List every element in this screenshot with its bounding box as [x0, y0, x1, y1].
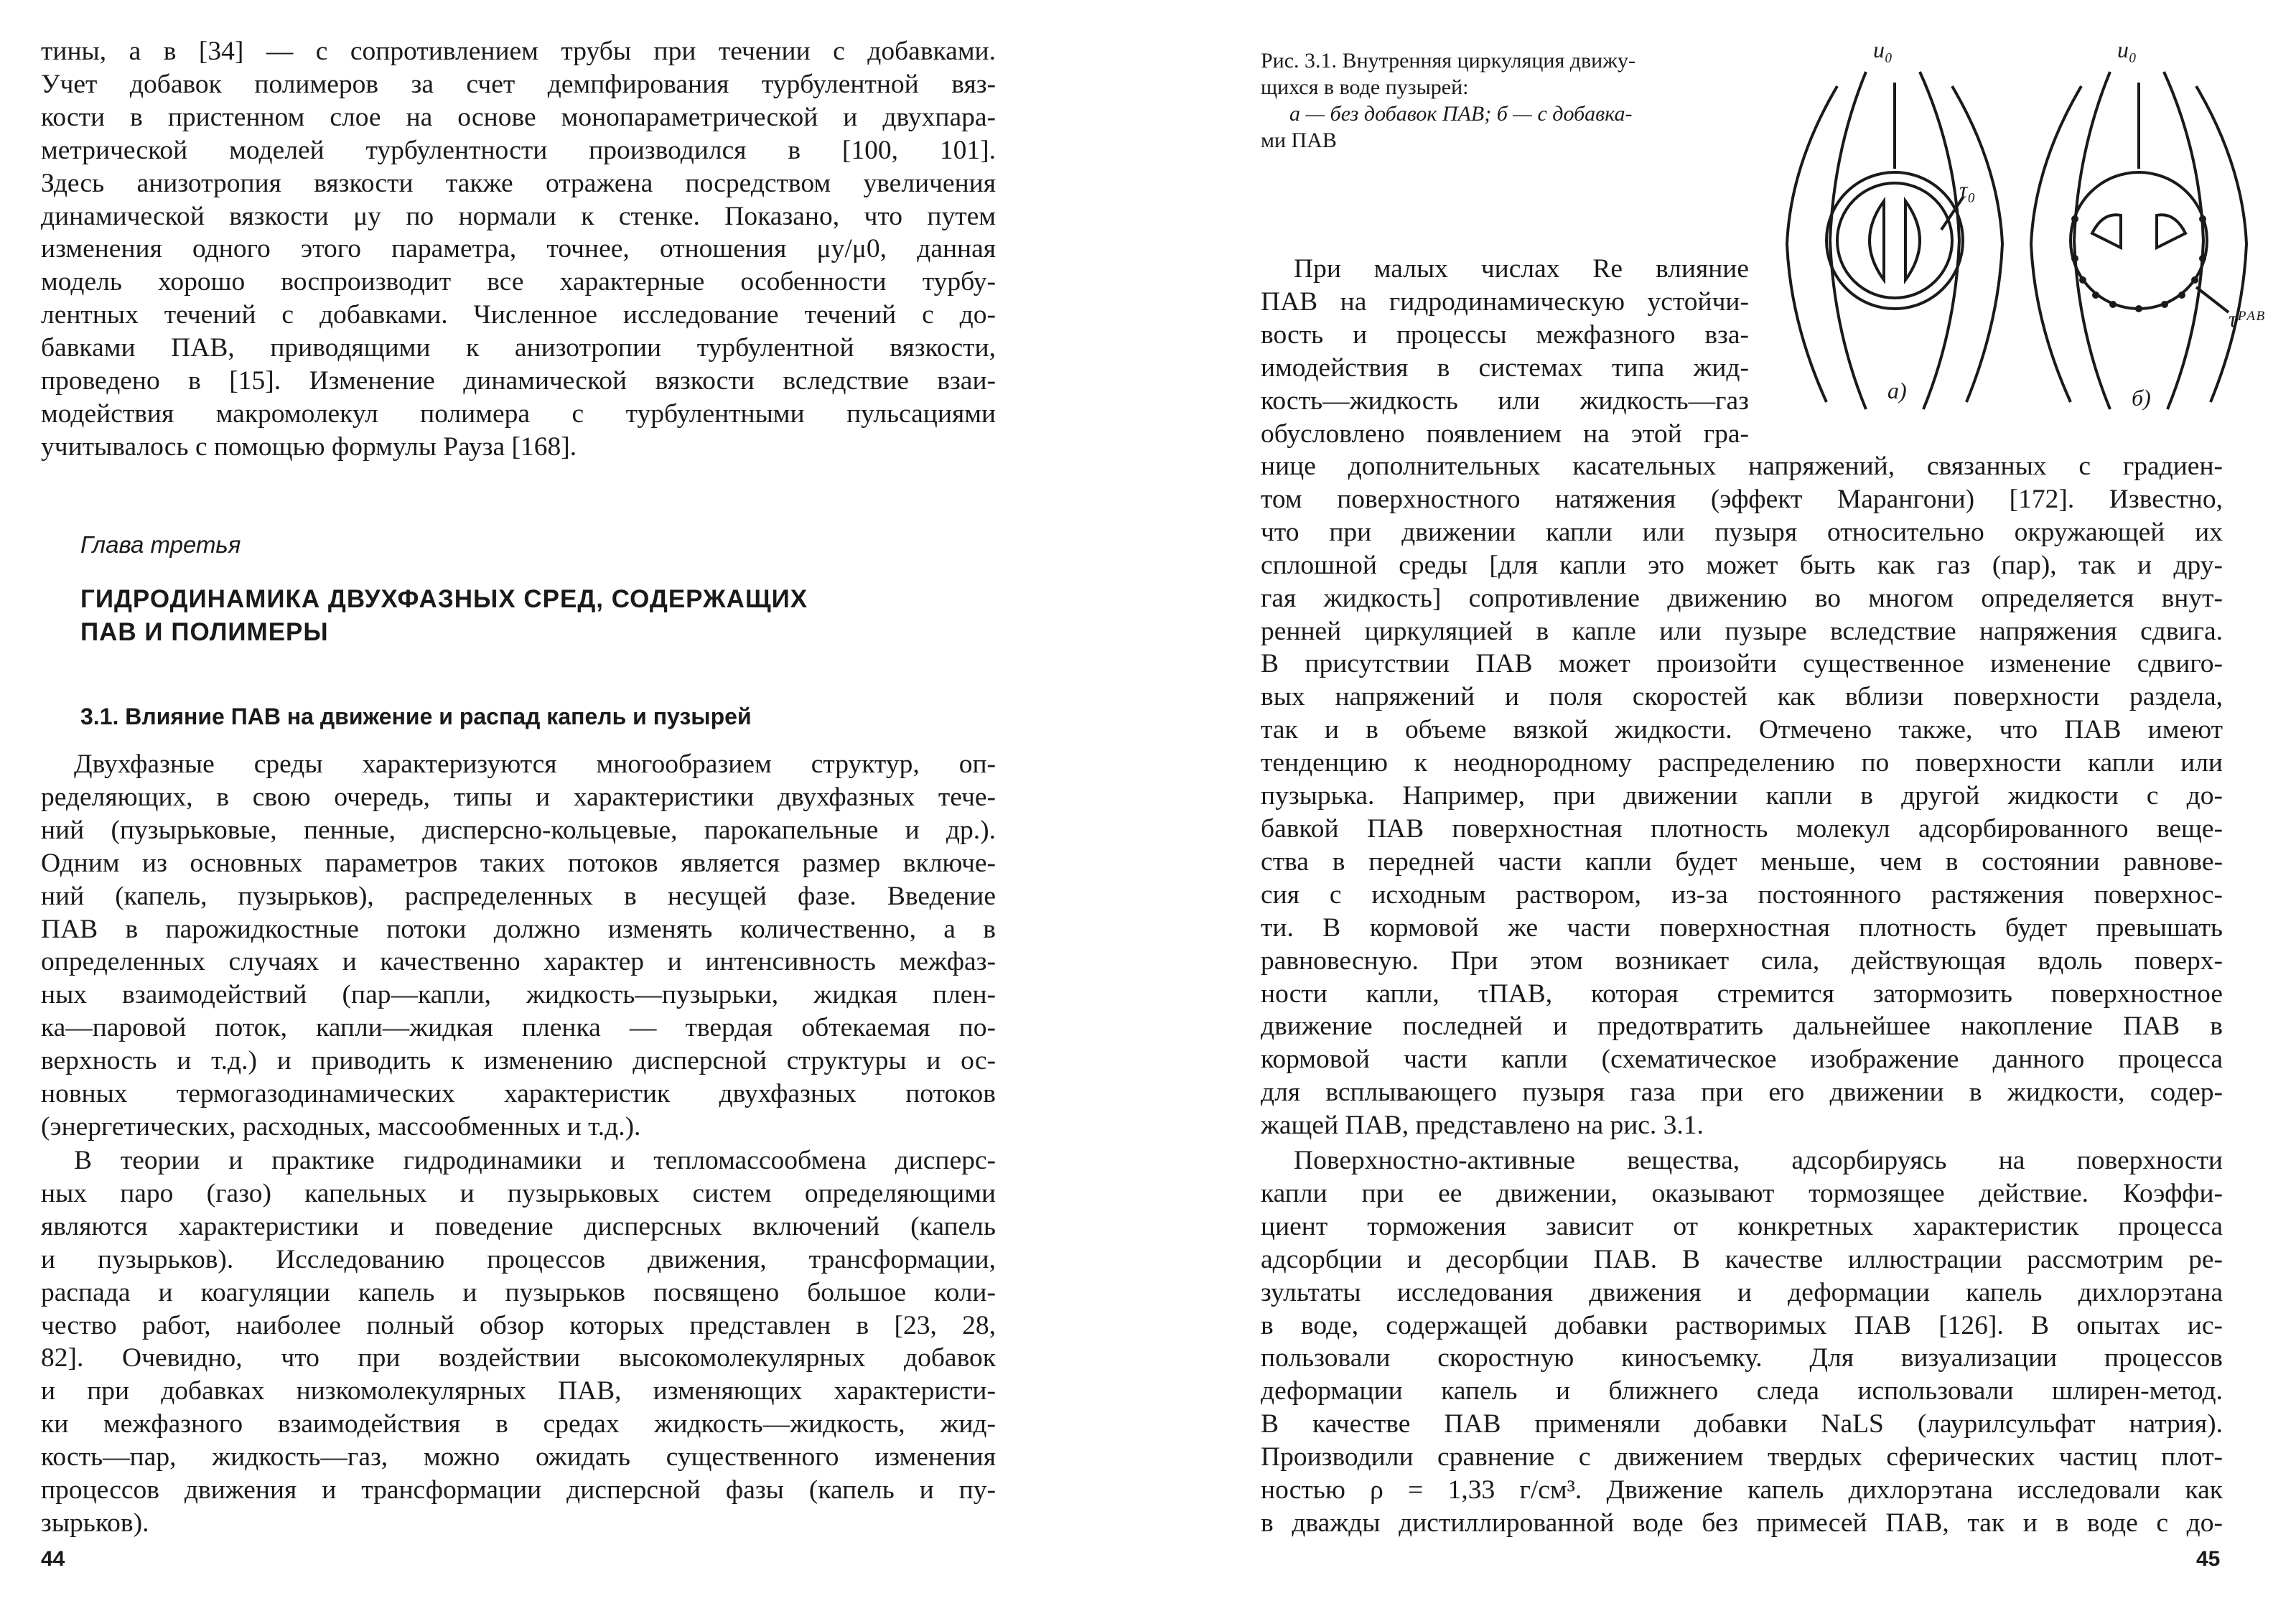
label-u0-b: u₀	[2117, 37, 2137, 62]
text-line: и пузырьков). Исследованию процессов движения, трансформации,	[41, 1244, 996, 1274]
vortex-right	[1905, 201, 1920, 280]
taupav-leader	[2196, 287, 2229, 312]
label-b: б)	[2132, 385, 2151, 411]
left-paragraph-3	[41, 1144, 996, 1540]
text-line: модействия макромолекул полимера с турбулентными пульсациями	[41, 398, 996, 429]
label-tau-pav: τᴾᴬᴮ	[2229, 306, 2265, 332]
surfactant-dot	[2071, 255, 2078, 262]
chapter-title	[80, 583, 808, 649]
text-line: В теории и практике гидродинамики и тепломассообмена дисперс-	[74, 1146, 996, 1175]
text-line: пользовали скоростную киносъемку. Для визуализации процессов	[1261, 1343, 2223, 1373]
text-line: 82]. Очевидно, что при воздействии высокомолекулярных добавок	[41, 1343, 996, 1373]
text-line: Здесь анизотропия вязкости также отражена посредством увеличения	[41, 168, 996, 198]
caption-line: ми ПАВ	[1261, 129, 1337, 152]
bubble-a	[1787, 72, 2002, 409]
text-line: лентных течений с добавками. Численное исследование течений с до-	[41, 300, 996, 330]
caption-line: а — без добавок ПАВ; б — с добавка-	[1289, 102, 1633, 126]
text-line: жащей ПАВ, представлено на рис. 3.1.	[1261, 1111, 1704, 1141]
text-line: проведено в [15]. Изменение динамической вязкости вследствие взаи-	[41, 366, 996, 396]
text-line: ка—паровой поток, капли—жидкая пленка — твердая обтекаемая по-	[41, 1013, 996, 1043]
text-line: кости в пристенном слое на основе монопараметрической и двухпара-	[41, 102, 996, 132]
text-line: ных паро (газо) капельных и пузырьковых систем определяющими	[41, 1178, 996, 1208]
page-number-right: 45	[2196, 1547, 2221, 1571]
text-line: зультаты исследования движения и деформации капель дихлорэтана	[1261, 1277, 2223, 1307]
text-line: ства в передней части капли будет меньше, чем в состоянии равнове-	[1261, 846, 2223, 877]
text-line: капли при ее движении, оказывают тормозящее действие. Коэффи-	[1261, 1178, 2223, 1208]
text-line: При малых числах Re влияние	[1294, 254, 1749, 284]
figure-bubble-circulation	[1758, 29, 2275, 424]
vortex-left	[1870, 201, 1884, 280]
text-line: циент торможения зависит от конкретных характеристик процесса	[1261, 1211, 2223, 1241]
text-line: ти. В кормовой же части поверхностная плотность будет превышать	[1261, 912, 2223, 943]
text-line: модель хорошо воспроизводит все характерные особенности турбу-	[41, 267, 996, 297]
bubble-b	[2031, 72, 2246, 409]
surfactant-dot	[2199, 215, 2206, 223]
text-line: кость—жидкость или жидкость—газ	[1261, 386, 1749, 416]
surfactant-dot	[2079, 276, 2086, 284]
text-line: деформации капель и ближнего следа использовали шлирен-метод.	[1261, 1376, 2223, 1406]
text-line: что при движении капли или пузыря относительно окружающей их	[1261, 517, 2223, 547]
text-line: для всплывающего пузыря газа при его движении в жидкости, содер-	[1261, 1078, 2223, 1108]
text-line: Двухфазные среды характеризуются многообразием структур, оп-	[74, 750, 996, 779]
text-line: новных термогазодинамических характеристик двухфазных потоков	[41, 1079, 996, 1109]
text-line: ний (пузырьковые, пенные, дисперсно-кольцевые, парокапельные и др.).	[41, 815, 996, 845]
label-u0-a: u₀	[1873, 37, 1893, 62]
text-line: (энергетических, расходных, массообменных и т.д.).	[41, 1111, 641, 1141]
text-line: определенных случаях и качественно характер и интенсивность межфаз-	[41, 947, 996, 977]
surfactant-dot	[2161, 301, 2168, 308]
text-line: кормовой части капли (схематическое изображение данного процесса	[1261, 1045, 2223, 1075]
text-line: вость и процессы межфазного вза-	[1261, 319, 1749, 350]
text-line: процессов движения и трансформации дисперсной фазы (капель и пу-	[41, 1475, 996, 1505]
text-line: ПАВ в парожидкостные потоки должно изменять количественно, а в	[41, 914, 996, 944]
right-paragraph-1-narrow	[1261, 253, 1749, 450]
bubble-a-inner	[1837, 183, 1952, 298]
text-line: ки межфазного взаимодействия в средах жидкость—жидкость, жид-	[41, 1409, 996, 1439]
text-line: ностью ρ = 1,33 г/см³. Движение капель дихлорэтана исследовали как	[1261, 1475, 2223, 1505]
text-line: бавкой ПАВ поверхностная плотность молекул адсорбированного веще-	[1261, 813, 2223, 844]
chapter-label: Глава третья	[80, 531, 241, 558]
text-line: Учет добавок полимеров за счет демпфирования турбулентной вяз-	[41, 69, 996, 99]
text-line: динамической вязкости μy по нормали к стенке. Показано, что путем	[41, 201, 996, 231]
text-line: нице дополнительных касательных напряжений, связанных с градиен-	[1261, 452, 2223, 481]
text-line: изменения одного этого параметра, точнее, отношения μy/μ0, данная	[41, 234, 996, 264]
text-line: верхность и т.д.) и приводить к изменению дисперсной структуры и ос-	[41, 1046, 996, 1076]
figure-caption	[1261, 47, 1749, 154]
vortex-left	[2092, 215, 2121, 248]
text-line: ределяющих, в свою очередь, типы и характеристики двухфазных тече-	[41, 782, 996, 812]
text-line: ренней циркуляцией в капле или пузыре вследствие напряжения сдвига.	[1261, 616, 2223, 646]
text-line: ных взаимодействий (пар—капли, жидкость—пузырьки, жидкая плен-	[41, 980, 996, 1010]
text-line: том поверхностного натяжения (эффект Марангони) [172]. Известно,	[1261, 484, 2223, 514]
chapter-title-line-2: ПАВ И ПОЛИМЕРЫ	[80, 618, 329, 646]
surfactant-dot	[2135, 305, 2142, 312]
text-line: равновесную. При этом возникает сила, действующая вдоль поверх-	[1261, 945, 2223, 976]
text-line: тины, а в [34] — с сопротивлением трубы при течении с добавками.	[41, 37, 996, 66]
surfactant-dot	[2191, 276, 2198, 284]
text-line: адсорбции и десорбции ПАВ. В качестве иллюстрации рассмотрим ре-	[1261, 1244, 2223, 1274]
right-page	[1148, 0, 2296, 1611]
caption-line: щихся в воде пузырей:	[1261, 75, 1469, 99]
text-line: имодействия в системах типа жид-	[1261, 352, 1749, 383]
text-line: и при добавках низкомолекулярных ПАВ, изменяющих характеристи-	[41, 1376, 996, 1406]
surfactant-dot	[2092, 291, 2099, 299]
text-line: ности капли, τПАВ, которая стремится затормозить поверхностное	[1261, 979, 2223, 1009]
surfactant-dot	[2071, 215, 2078, 223]
text-line: так и в объеме вязкой жидкости. Отмечено также, что ПАВ имеют	[1261, 715, 2223, 745]
label-tau0: τ₀	[1959, 177, 1976, 202]
text-line: В присутствии ПАВ может произойти существенное изменение сдвиго-	[1261, 649, 2223, 679]
text-line: движение последней и предотвратить дальнейшее накопление ПАВ в	[1261, 1012, 2223, 1042]
text-line: зырьков).	[41, 1508, 149, 1538]
text-line: вых напряжений и поля скоростей как вблизи поверхности раздела,	[1261, 682, 2223, 712]
surfactant-dot	[2109, 301, 2117, 308]
text-line: В качестве ПАВ применяли добавки NaLS (лаурилсульфат натрия).	[1261, 1409, 2223, 1439]
text-line: сплошной среды [для капли это может быть как газ (пар), так и дру-	[1261, 550, 2223, 580]
text-line: метрической моделей турбулентности производился в [100, 101].	[41, 135, 996, 165]
text-line: Одним из основных параметров таких потоков является размер включе-	[41, 848, 996, 878]
text-line: являются характеристики и поведение дисперсных включений (капель	[41, 1211, 996, 1241]
right-paragraph-1-wide	[1261, 450, 2223, 1142]
text-line: чество работ, наиболее полный обзор которых представлен в [23, 28,	[41, 1310, 996, 1340]
left-paragraph-1	[41, 35, 996, 464]
page-number-left: 44	[41, 1547, 65, 1571]
right-paragraph-2	[1261, 1144, 2223, 1540]
caption-line: Рис. 3.1. Внутренняя циркуляция движу-	[1261, 49, 1635, 73]
text-line: учитывалось с помощью формулы Рауза [168].	[41, 431, 577, 462]
chapter-title-line-1: ГИДРОДИНАМИКА ДВУХФАЗНЫХ СРЕД, СОДЕРЖАЩИХ	[80, 585, 808, 613]
surfactant-dot	[2199, 255, 2206, 262]
section-title: 3.1. Влияние ПАВ на движение и распад капель и пузырей	[80, 704, 752, 729]
text-line: гая жидкость] сопротивление движению во многом определяется внут-	[1261, 583, 2223, 613]
text-line: ний (капель, пузырьков), распределенных в несущей фазе. Введение	[41, 881, 996, 911]
text-line: сия с исходным раствором, из-за постоянного растяжения поверхнос-	[1261, 879, 2223, 910]
streamline	[1830, 72, 1866, 409]
text-line: в дважды дистиллированной воде без примесей ПАВ, так и в воде с до-	[1261, 1508, 2223, 1538]
text-line: обусловлено появлением на этой гра-	[1261, 419, 1749, 449]
text-line: пузырька. Например, при движении капли в другой жидкости с до-	[1261, 781, 2223, 811]
text-line: распада и коагуляции капель и пузырьков посвящено большое коли-	[41, 1277, 996, 1307]
bubble-a-outer	[1826, 172, 1963, 309]
vortex-right	[2157, 215, 2185, 248]
text-line: бавками ПАВ, приводящими к анизотропии турбулентной вязкости,	[41, 333, 996, 363]
surfactant-dots	[2071, 215, 2206, 312]
text-line: в воде, содержащей добавки растворимых ПАВ [126]. В опытах ис-	[1261, 1310, 2223, 1340]
left-paragraph-2	[41, 748, 996, 1144]
text-line: ПАВ на гидродинамическую устойчи-	[1261, 286, 1749, 317]
text-line: тенденцию к неоднородному распределению по поверхности капли или	[1261, 748, 2223, 778]
text-line: кость—пар, жидкость—газ, можно ожидать существенного изменения	[41, 1442, 996, 1472]
text-line: Производили сравнение с движением твердых сферических частиц плот-	[1261, 1442, 2223, 1472]
label-a: а)	[1887, 378, 1907, 403]
bubble-b-outer	[2071, 172, 2207, 309]
surfactant-dot	[2178, 291, 2185, 299]
text-line: Поверхностно-активные вещества, адсорбируясь на поверхности	[1294, 1146, 2223, 1175]
